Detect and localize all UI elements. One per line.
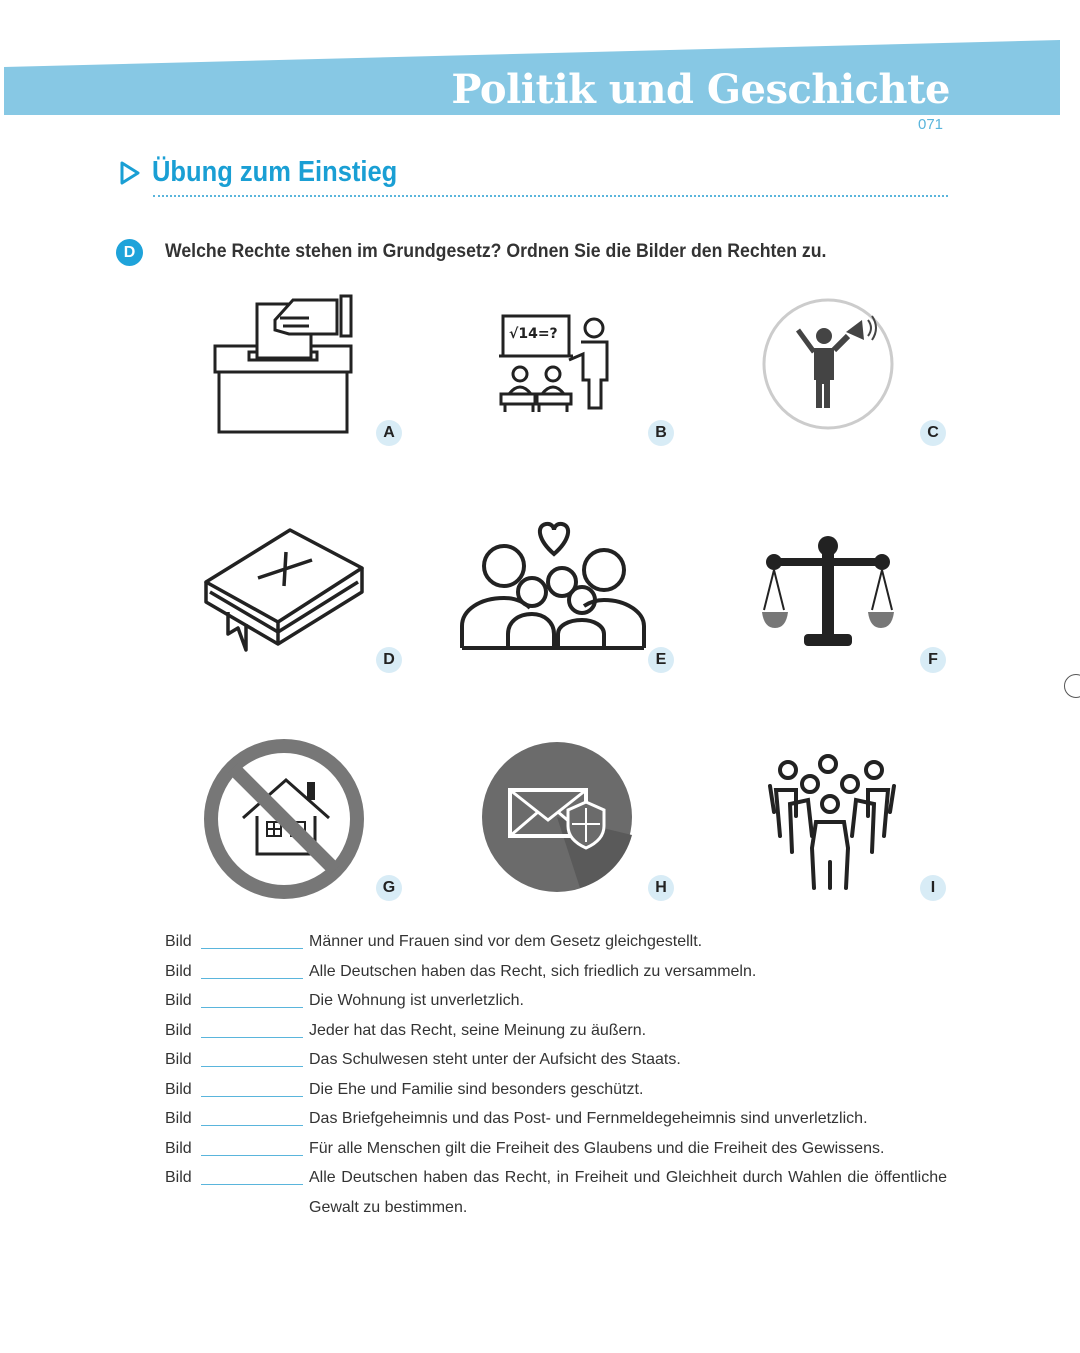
list-item — [165, 1048, 947, 1078]
page-number: 071 — [918, 116, 944, 133]
triangle-right-icon — [118, 160, 142, 186]
picture-b — [495, 310, 620, 423]
picture-label-g: G — [376, 875, 402, 901]
picture-label-i: I — [920, 875, 946, 901]
picture-h — [480, 740, 634, 899]
answer-blank[interactable] — [201, 1007, 303, 1008]
page-title: Politik und Geschichte — [451, 66, 950, 113]
picture-label-f: F — [920, 647, 946, 673]
bild-prefix: Bild — [165, 1169, 192, 1186]
bild-prefix: Bild — [165, 1051, 192, 1068]
picture-i — [762, 752, 902, 899]
ballot-box-icon — [205, 290, 365, 440]
list-item — [165, 989, 947, 1019]
picture-g — [203, 738, 365, 905]
family-heart-icon — [458, 518, 648, 654]
section-heading — [118, 156, 431, 189]
answer-blank[interactable] — [201, 948, 303, 949]
list-item — [165, 930, 947, 960]
picture-label-c: C — [920, 420, 946, 446]
picture-e — [458, 518, 648, 659]
list-item — [165, 1019, 947, 1049]
picture-a — [205, 290, 365, 445]
secure-letter-icon — [480, 740, 634, 894]
speaker-megaphone-icon — [760, 296, 896, 432]
svg-text:√14=?: √14=? — [509, 326, 558, 342]
answer-blank[interactable] — [201, 978, 303, 979]
statement-text: Die Ehe und Familie sind besonders geschützt. — [309, 1080, 644, 1098]
statement-text: Männer und Frauen sind vor dem Gesetz gleichgestellt. — [309, 933, 703, 950]
answer-blank[interactable] — [201, 1125, 303, 1126]
picture-label-d: D — [376, 647, 402, 673]
statement-text: Alle Deutschen haben das Recht, in Freiheit und Gleichheit durch Wahlen die öffentliche Gewalt zu bestimmen. — [309, 1169, 947, 1216]
section-divider — [153, 195, 948, 197]
bild-prefix: Bild — [165, 1110, 192, 1127]
statement-text: Die Wohnung ist unverletzlich. — [309, 992, 524, 1009]
statement-text: Das Schulwesen steht unter der Aufsicht des Staats. — [309, 1051, 681, 1068]
picture-d — [198, 522, 370, 662]
picture-label-e: E — [648, 647, 674, 673]
no-house-icon — [203, 738, 365, 900]
picture-f — [760, 536, 896, 657]
registration-mark — [1064, 674, 1080, 698]
exercise-list — [165, 930, 947, 1226]
list-item — [165, 1166, 947, 1226]
answer-blank[interactable] — [201, 1037, 303, 1038]
bild-prefix: Bild — [165, 992, 192, 1009]
task-badge: D — [116, 239, 143, 266]
statement-text: Das Briefgeheimnis und das Post- und Fernmeldegeheimnis sind unverletzlich. — [309, 1110, 868, 1127]
picture-label-a: A — [376, 420, 402, 446]
picture-label-b: B — [648, 420, 674, 446]
classroom-teacher-icon — [495, 310, 620, 418]
bible-book-icon — [198, 522, 370, 657]
answer-blank[interactable] — [201, 1155, 303, 1156]
bild-prefix: Bild — [165, 1021, 192, 1039]
crowd-assembly-icon — [762, 752, 902, 894]
bild-prefix: Bild — [165, 933, 192, 950]
bild-prefix: Bild — [165, 1080, 192, 1098]
bild-prefix: Bild — [165, 962, 192, 980]
picture-c — [760, 296, 896, 437]
section-title: Übung zum Einstieg — [152, 156, 398, 188]
answer-blank[interactable] — [201, 1066, 303, 1067]
list-item — [165, 1078, 947, 1108]
statement-text: Alle Deutschen haben das Recht, sich friedlich zu versammeln. — [309, 962, 757, 980]
list-item — [165, 1137, 947, 1167]
list-item — [165, 1107, 947, 1137]
statement-text: Jeder hat das Recht, seine Meinung zu äußern. — [309, 1021, 647, 1039]
answer-blank[interactable] — [201, 1184, 303, 1185]
statement-text: Für alle Menschen gilt die Freiheit des Glaubens und die Freiheit des Gewissens. — [309, 1139, 885, 1157]
task-instruction: Welche Rechte stehen im Grundgesetz? Ordnen Sie die Bilder den Rechten zu. — [165, 241, 827, 262]
bild-prefix: Bild — [165, 1139, 192, 1157]
list-item — [165, 960, 947, 990]
scales-justice-icon — [760, 536, 896, 652]
picture-label-h: H — [648, 875, 674, 901]
answer-blank[interactable] — [201, 1096, 303, 1097]
